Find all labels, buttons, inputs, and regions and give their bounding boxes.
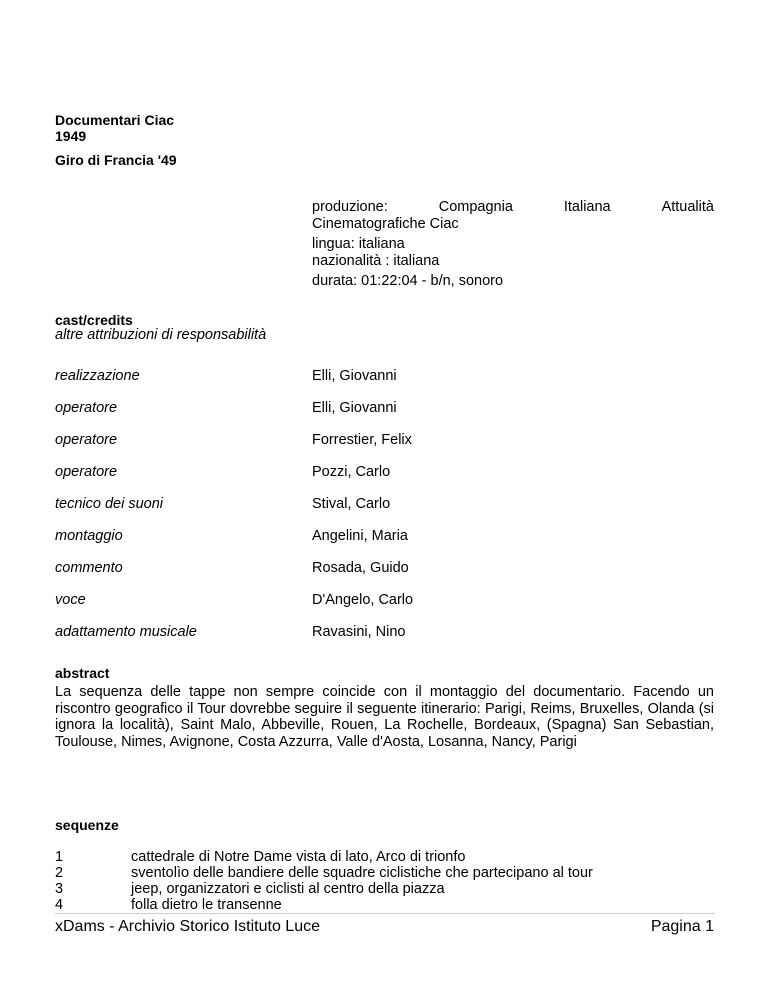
cast-section-title: cast/credits [55, 312, 133, 328]
credit-name: Angelini, Maria [312, 528, 408, 544]
credit-name: Stival, Carlo [312, 496, 391, 512]
year: 1949 [55, 128, 87, 144]
credit-role: operatore [55, 400, 118, 416]
credit-name: Elli, Giovanni [312, 400, 397, 416]
credit-name: Pozzi, Carlo [312, 464, 391, 480]
production-line-2: Cinematografiche Ciac [312, 215, 459, 232]
credit-role: operatore [55, 432, 118, 448]
credit-name: Ravasini, Nino [312, 624, 406, 640]
credit-name: Rosada, Guido [312, 560, 409, 576]
sequence-number: 1 [55, 849, 64, 865]
credit-role: operatore [55, 464, 118, 480]
sequence-number: 3 [55, 881, 64, 897]
credit-role: tecnico dei suoni [55, 496, 164, 512]
language-info [312, 236, 714, 269]
production-line [312, 199, 714, 216]
abstract-text: La sequenza delle tappe non sempre coincide con il montaggio del documentario. Facendo un riscontro geografico il Tour dovrebbe seguire il seguente itinerario: Parigi, Reims, Bruxelles, Olanda (si ignora la località), Saint Malo, Abbeville, Rouen, La Rochelle, Bordeaux, (Spagna) San Sebastian, Toulouse, Nimes, Avignone, Costa Azzurra, Valle d'Aosta, Losanna, Nancy, Parigi [55, 684, 714, 750]
sequence-description: cattedrale di Notre Dame vista di lato, Arco di trionfo [131, 849, 466, 865]
footer-divider [55, 913, 715, 914]
credit-name: D'Angelo, Carlo [312, 592, 414, 608]
credit-role: voce [55, 592, 86, 608]
language: lingua: italiana [312, 236, 405, 252]
abstract-title: abstract [55, 665, 110, 681]
page-number: Pagina 1 [650, 918, 714, 935]
sequences-title: sequenze [55, 817, 119, 833]
duration: durata: 01:22:04 - b/n, sonoro [312, 273, 504, 289]
production-info [312, 199, 714, 232]
document-title: Giro di Francia '49 [55, 152, 177, 168]
credit-name: Elli, Giovanni [312, 368, 397, 384]
credit-role: adattamento musicale [55, 624, 197, 640]
nationality: nazionalità : italiana [312, 252, 440, 269]
series-title: Documentari Ciac [55, 112, 175, 128]
sequence-description: folla dietro le transenne [131, 897, 282, 913]
production-word: Italiana [563, 199, 611, 215]
credit-role: commento [55, 560, 123, 576]
production-label: produzione: [312, 199, 388, 215]
footer-source: xDams - Archivio Storico Istituto Luce [55, 918, 320, 935]
credit-role: montaggio [55, 528, 123, 544]
credit-name: Forrestier, Felix [312, 432, 412, 448]
production-word: Compagnia [438, 199, 513, 215]
sequence-number: 2 [55, 865, 64, 881]
sequence-number: 4 [55, 897, 64, 913]
sequence-description: jeep, organizzatori e ciclisti al centro della piazza [131, 881, 445, 897]
sequence-description: sventolìo delle bandiere delle squadre ciclistiche che partecipano al tour [131, 865, 593, 881]
credit-role: realizzazione [55, 368, 140, 384]
production-word: Attualità [661, 199, 714, 215]
cast-section-subtitle: altre attribuzioni di responsabilità [55, 327, 267, 343]
